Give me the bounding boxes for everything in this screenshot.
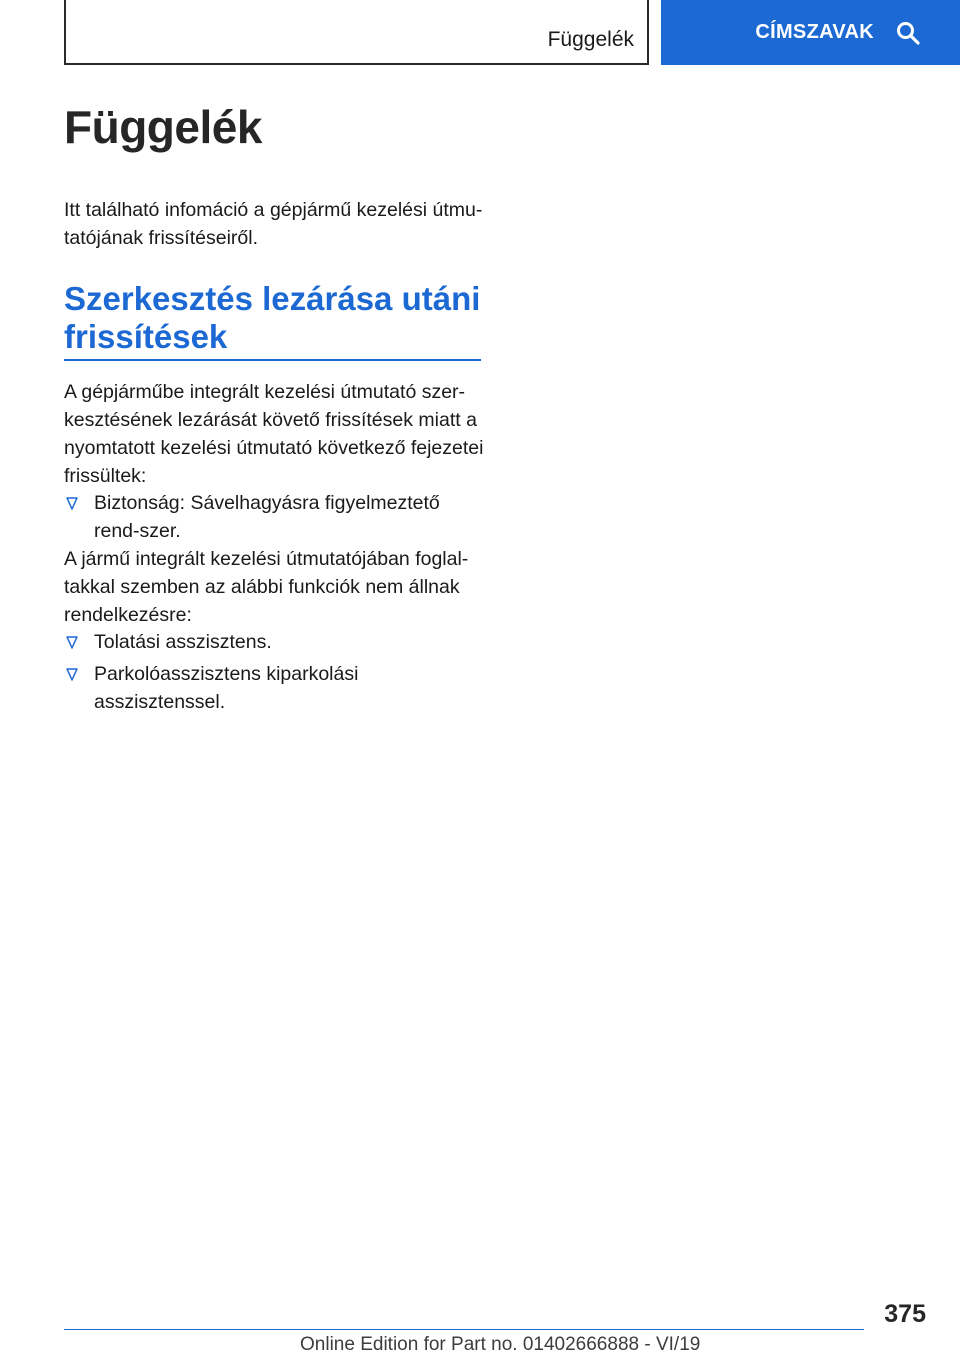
triangle-bullet-icon xyxy=(66,497,78,510)
search-icon xyxy=(896,21,920,45)
section-paragraph: A gépjárműbe integrált kezelési útmutató szer‐kesztésének lezárását követő frissítések miatt a nyomtatott kezelési útmutató következő fejezetei frissültek: xyxy=(64,381,484,487)
breadcrumb-bar xyxy=(64,0,649,65)
keyword-search-button[interactable] xyxy=(661,0,960,65)
section-divider xyxy=(64,359,481,361)
list-item xyxy=(64,628,484,656)
list-item-text: Parkolóasszisztens kiparkolási asszisztenssel. xyxy=(94,663,359,713)
list-item xyxy=(64,489,484,545)
triangle-bullet-icon xyxy=(66,668,78,681)
footer-divider xyxy=(64,1329,864,1330)
keyword-search-label: CÍMSZAVAK xyxy=(755,21,874,43)
triangle-bullet-icon xyxy=(66,636,78,649)
breadcrumb[interactable]: Függelék xyxy=(547,28,634,51)
section-paragraph: A jármű integrált kezelési útmutatójában foglal‐takkal szemben az alábbi funkciók nem állnak rendelkezésre: xyxy=(64,548,469,626)
list-item-text: Biztonság: Sávelhagyásra figyelmeztető rend‐szer. xyxy=(94,492,440,542)
page-number: 375 xyxy=(884,1300,926,1328)
list-item-text: Tolatási asszisztens. xyxy=(94,631,272,653)
list-item xyxy=(64,660,484,716)
section-title: Szerkesztés lezárása utáni frissítések xyxy=(64,280,481,355)
footer-edition-text: Online Edition for Part no. 01402666888 - VI/19 xyxy=(300,1334,701,1355)
intro-text: Itt található infomáció a gépjármű kezelési útmu‐tatójának frissítéseiről. xyxy=(64,199,483,249)
page-title: Függelék xyxy=(64,101,262,153)
